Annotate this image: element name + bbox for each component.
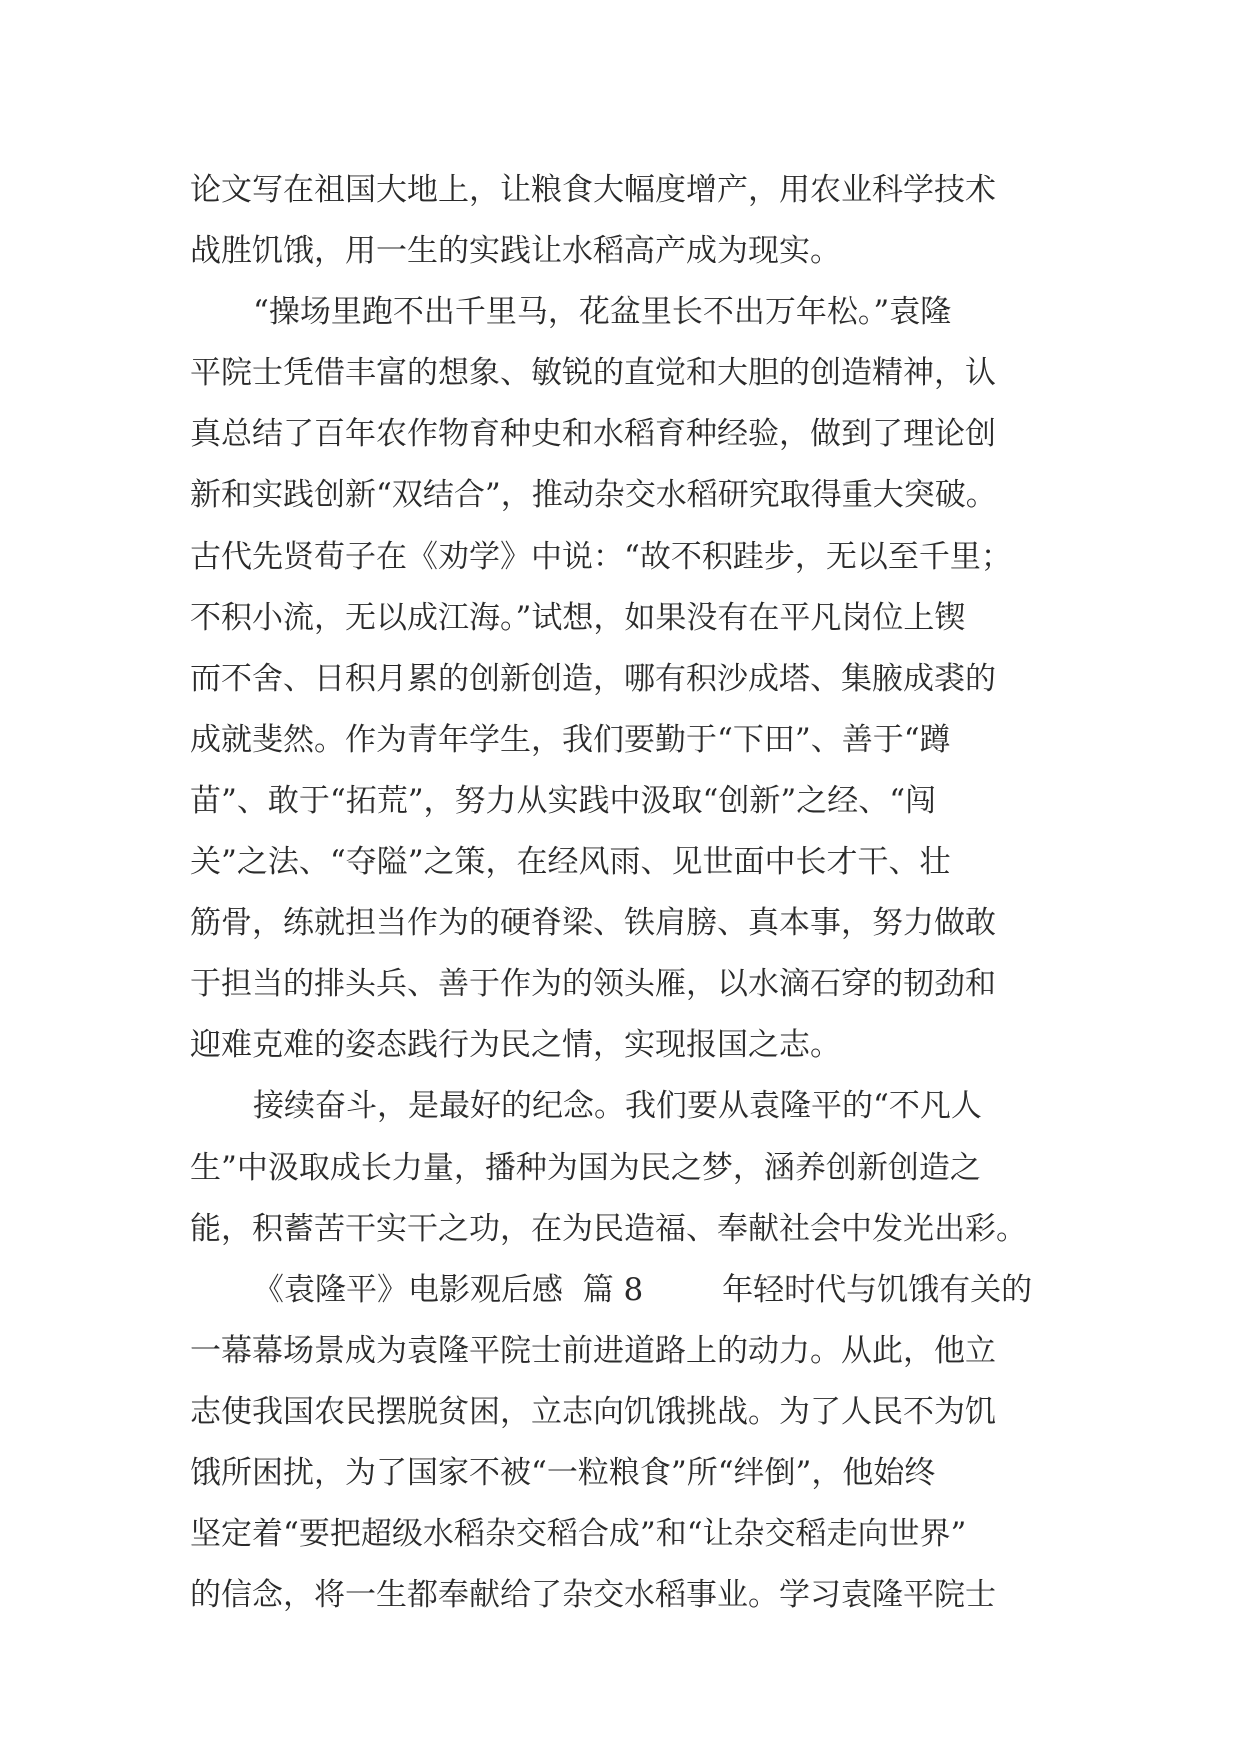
text-line: 战胜饥饿，用一生的实践让水稻高产成为现实。 xyxy=(190,233,841,270)
paragraph-start-line: 接续奋斗，是最好的纪念。我们要从袁隆平的“不凡人 xyxy=(253,1088,982,1125)
text-line: 关”之法、“夺隘”之策，在经风雨、见世面中长才干、壮 xyxy=(190,844,951,881)
text-line: 新和实践创新“双结合”，推动杂交水稻研究取得重大突破。 xyxy=(190,477,997,514)
text-line: 一幕幕场景成为袁隆平院士前进道路上的动力。从此，他立 xyxy=(190,1332,996,1369)
text-line: 志使我国农民摆脱贫困，立志向饥饿挑战。为了人民不为饥 xyxy=(190,1393,996,1430)
text-line: 的信念，将一生都奉献给了杂交水稻事业。学习袁隆平院士 xyxy=(190,1577,996,1614)
text-line: 真总结了百年农作物育种史和水稻育种经验，做到了理论创 xyxy=(190,416,996,453)
text-line: 于担当的排头兵、善于作为的领头雁，以水滴石穿的韧劲和 xyxy=(190,966,996,1003)
text-line: 成就斐然。作为青年学生，我们要勤于“下田”、善于“蹲 xyxy=(190,721,951,758)
text-line: 不积小流，无以成江海。”试想，如果没有在平凡岗位上锲 xyxy=(190,599,966,636)
text-line: 论文写在祖国大地上，让粮食大幅度增产，用农业科学技术 xyxy=(190,172,996,208)
text-line: 平院士凭借丰富的想象、敏锐的直觉和大胆的创造精神，认 xyxy=(190,355,996,392)
paragraph-start-line: “操场里跑不出千里马，花盆里长不出万年松。”袁隆 xyxy=(253,294,952,331)
text-line: 能，积蓄苦干实干之功，在为民造福、奉献社会中发光出彩。 xyxy=(190,1210,1027,1247)
text-line: 饿所困扰，为了国家不被“一粒粮食”所“绊倒”，他始终 xyxy=(190,1454,936,1491)
section-heading-line: 《袁隆平》电影观后感 篇 8 年轻时代与饥饿有关的 xyxy=(253,1271,1033,1308)
body-text xyxy=(190,160,1070,1626)
text-line: 筋骨，练就担当作为的硬脊梁、铁肩膀、真本事，努力做敢 xyxy=(190,905,996,942)
text-line: 苗”、敢于“拓荒”，努力从实践中汲取“创新”之经、“闯 xyxy=(190,782,937,819)
text-line: 古代先贤荀子在《劝学》中说：“故不积跬步，无以至千里； xyxy=(190,538,1012,575)
text-line: 生”中汲取成长力量，播种为国为民之梦，涵养创新创造之 xyxy=(190,1149,981,1186)
text-line: 而不舍、日积月累的创新创造，哪有积沙成塔、集腋成裘的 xyxy=(190,660,996,697)
text-line: 迎难克难的姿态践行为民之情，实现报国之志。 xyxy=(190,1027,841,1064)
text-line: 坚定着“要把超级水稻杂交稻合成”和“让杂交稻走向世界” xyxy=(190,1516,967,1553)
